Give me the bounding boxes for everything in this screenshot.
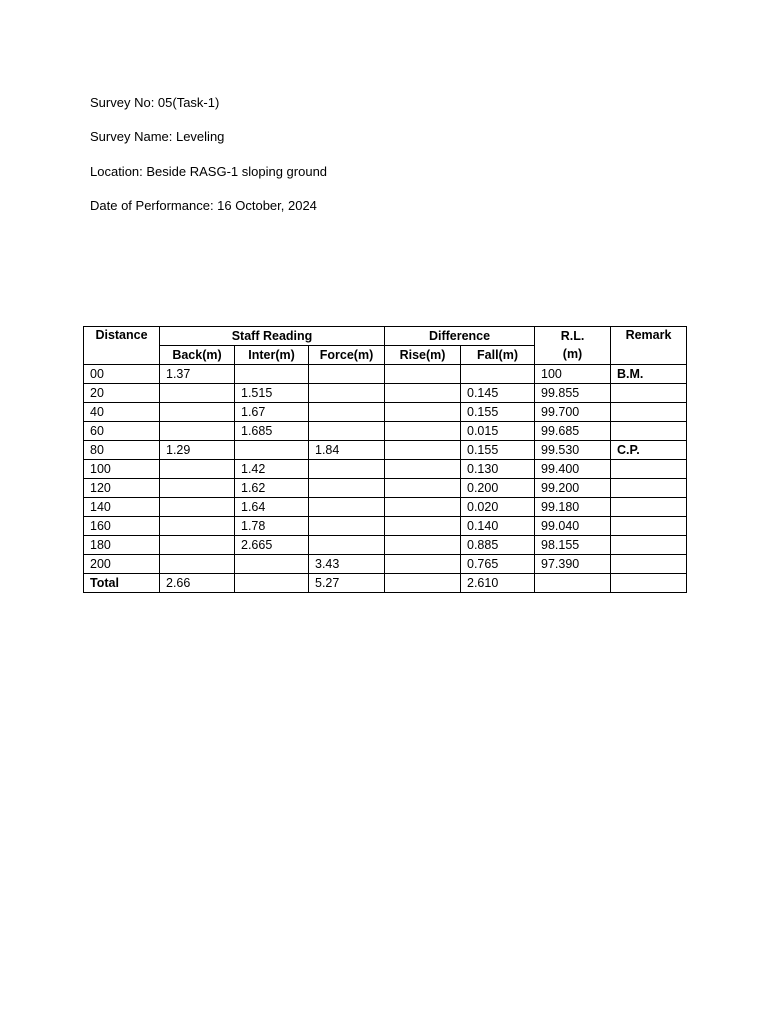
cell-distance: 200 — [84, 555, 160, 574]
cell-distance: 20 — [84, 384, 160, 403]
cell-rise — [385, 498, 461, 517]
cell-remark — [611, 422, 687, 441]
table-row — [84, 536, 687, 555]
cell-fall: 0.155 — [461, 441, 535, 460]
cell-distance: 80 — [84, 441, 160, 460]
cell-back — [160, 403, 235, 422]
cell-distance: 00 — [84, 365, 160, 384]
cell-force — [309, 517, 385, 536]
header-difference: Difference — [385, 327, 535, 346]
cell-fall: 0.140 — [461, 517, 535, 536]
cell-fall: 0.130 — [461, 460, 535, 479]
cell-rise — [385, 517, 461, 536]
cell-rl: 99.685 — [535, 422, 611, 441]
cell-inter: 2.665 — [235, 536, 309, 555]
cell-rise — [385, 536, 461, 555]
cell-rise — [385, 574, 461, 593]
table-header-row — [84, 327, 687, 346]
cell-rise — [385, 403, 461, 422]
header-distance: Distance — [84, 327, 160, 365]
cell-remark — [611, 403, 687, 422]
cell-remark — [611, 479, 687, 498]
table-row — [84, 384, 687, 403]
table-row — [84, 365, 687, 384]
table-row — [84, 498, 687, 517]
cell-fall — [461, 365, 535, 384]
cell-remark: B.M. — [611, 365, 687, 384]
cell-rise — [385, 365, 461, 384]
cell-remark — [611, 384, 687, 403]
cell-distance: 180 — [84, 536, 160, 555]
cell-inter: 1.78 — [235, 517, 309, 536]
cell-force — [309, 498, 385, 517]
cell-force — [309, 479, 385, 498]
cell-inter — [235, 365, 309, 384]
cell-rl: 99.530 — [535, 441, 611, 460]
cell-back: 2.66 — [160, 574, 235, 593]
table-row — [84, 422, 687, 441]
cell-fall: 0.145 — [461, 384, 535, 403]
header-rise: Rise(m) — [385, 346, 461, 365]
table-row — [84, 479, 687, 498]
cell-fall: 0.155 — [461, 403, 535, 422]
cell-inter: 1.685 — [235, 422, 309, 441]
location-text: Location: Beside RASG-1 sloping ground — [90, 164, 328, 179]
cell-rise — [385, 384, 461, 403]
cell-force — [309, 403, 385, 422]
leveling-table — [83, 326, 687, 593]
cell-distance: 140 — [84, 498, 160, 517]
cell-rl: 99.400 — [535, 460, 611, 479]
cell-inter — [235, 441, 309, 460]
survey-name-text: Survey Name: Leveling — [90, 129, 225, 144]
cell-rise — [385, 422, 461, 441]
cell-force — [309, 460, 385, 479]
cell-rise — [385, 460, 461, 479]
cell-back: 1.37 — [160, 365, 235, 384]
cell-remark — [611, 574, 687, 593]
cell-rise — [385, 441, 461, 460]
total-row — [84, 574, 687, 593]
cell-rl: 99.855 — [535, 384, 611, 403]
cell-fall: 0.200 — [461, 479, 535, 498]
cell-back — [160, 498, 235, 517]
header-rl: R.L. — [535, 327, 611, 346]
cell-inter: 1.42 — [235, 460, 309, 479]
cell-distance: 160 — [84, 517, 160, 536]
cell-inter: 1.67 — [235, 403, 309, 422]
cell-remark — [611, 517, 687, 536]
header-fall: Fall(m) — [461, 346, 535, 365]
header-staff-reading: Staff Reading — [160, 327, 385, 346]
cell-inter: 1.515 — [235, 384, 309, 403]
cell-remark — [611, 460, 687, 479]
cell-back — [160, 422, 235, 441]
cell-back — [160, 460, 235, 479]
cell-distance: Total — [84, 574, 160, 593]
cell-distance: 100 — [84, 460, 160, 479]
cell-force — [309, 384, 385, 403]
header-remark: Remark — [611, 327, 687, 365]
cell-fall: 0.020 — [461, 498, 535, 517]
cell-distance: 40 — [84, 403, 160, 422]
cell-back: 1.29 — [160, 441, 235, 460]
cell-fall: 2.610 — [461, 574, 535, 593]
cell-back — [160, 536, 235, 555]
cell-remark — [611, 536, 687, 555]
cell-remark — [611, 555, 687, 574]
cell-rl: 99.200 — [535, 479, 611, 498]
survey-no-text: Survey No: 05(Task-1) — [90, 95, 220, 110]
table-row — [84, 517, 687, 536]
cell-force: 5.27 — [309, 574, 385, 593]
table-row — [84, 403, 687, 422]
cell-force: 3.43 — [309, 555, 385, 574]
cell-remark: C.P. — [611, 441, 687, 460]
cell-force: 1.84 — [309, 441, 385, 460]
table-subheader-row — [84, 346, 687, 365]
cell-rise — [385, 479, 461, 498]
cell-rl: 99.700 — [535, 403, 611, 422]
header-back: Back(m) — [160, 346, 235, 365]
cell-force — [309, 422, 385, 441]
cell-rl: 99.040 — [535, 517, 611, 536]
date-text: Date of Performance: 16 October, 2024 — [90, 198, 317, 213]
cell-rl: 100 — [535, 365, 611, 384]
cell-back — [160, 517, 235, 536]
cell-remark — [611, 498, 687, 517]
table-row — [84, 441, 687, 460]
table-row — [84, 460, 687, 479]
cell-inter: 1.62 — [235, 479, 309, 498]
cell-inter — [235, 555, 309, 574]
cell-distance: 60 — [84, 422, 160, 441]
cell-back — [160, 555, 235, 574]
header-force: Force(m) — [309, 346, 385, 365]
cell-fall: 0.885 — [461, 536, 535, 555]
cell-inter: 1.64 — [235, 498, 309, 517]
cell-inter — [235, 574, 309, 593]
cell-force — [309, 536, 385, 555]
header-inter: Inter(m) — [235, 346, 309, 365]
cell-rl — [535, 574, 611, 593]
cell-rise — [385, 555, 461, 574]
header-rl-unit: (m) — [535, 346, 611, 365]
cell-fall: 0.015 — [461, 422, 535, 441]
cell-rl: 99.180 — [535, 498, 611, 517]
cell-back — [160, 384, 235, 403]
cell-back — [160, 479, 235, 498]
cell-force — [309, 365, 385, 384]
cell-rl: 98.155 — [535, 536, 611, 555]
table-row — [84, 555, 687, 574]
cell-distance: 120 — [84, 479, 160, 498]
cell-rl: 97.390 — [535, 555, 611, 574]
cell-fall: 0.765 — [461, 555, 535, 574]
